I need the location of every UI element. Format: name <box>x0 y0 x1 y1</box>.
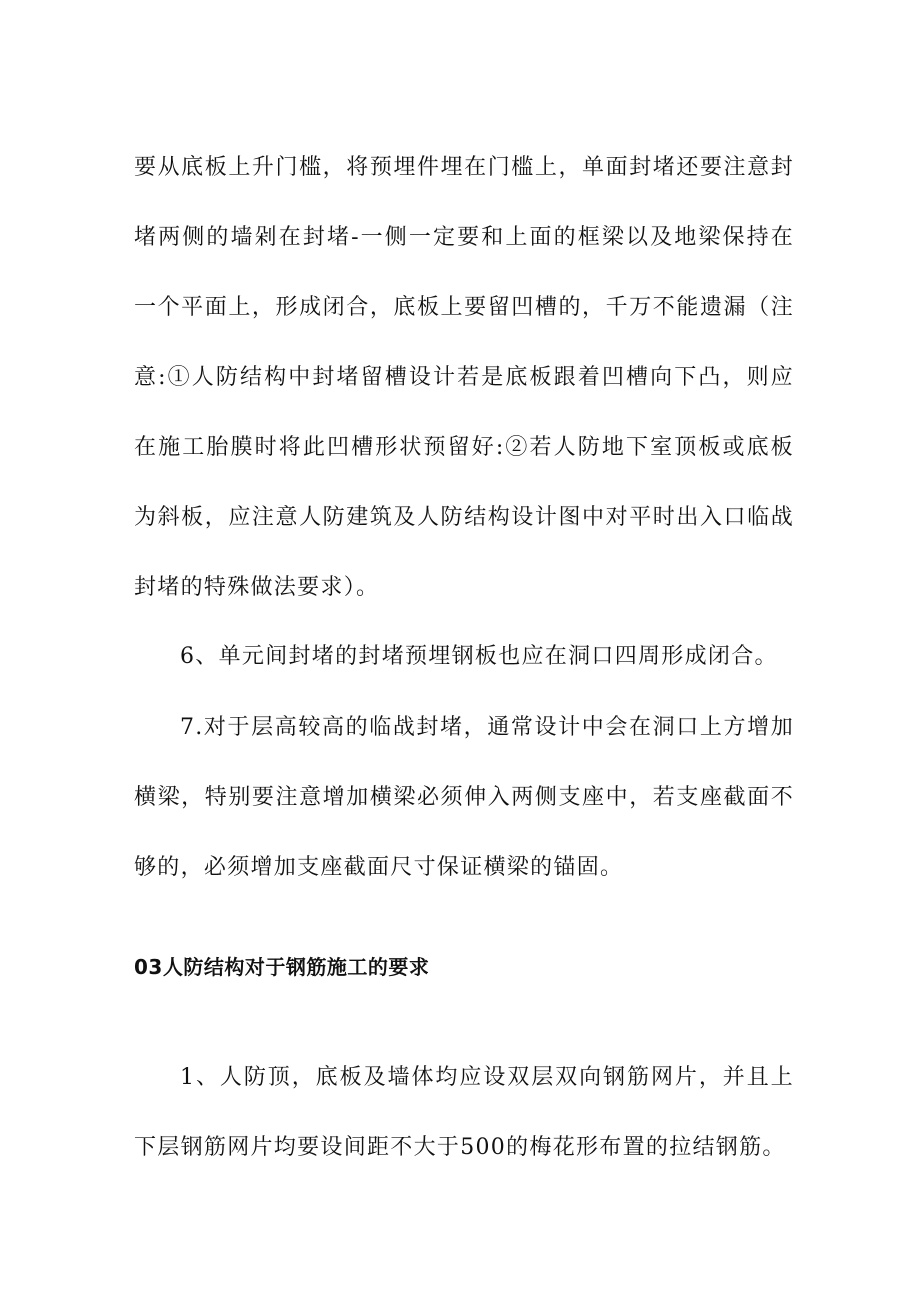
body-paragraph: 1、人防顶，底板及墙体均应设双层双向钢筋网片，并且上下层钢筋网片均要设间距不大于500的梅花形布置的拉结钢筋。 <box>134 1065 794 1160</box>
body-paragraph: 要从底板上升门槛，将预埋件埋在门槛上，单面封堵还要注意封堵两侧的墙剁在封堵-一侧一定要和上面的框梁以及地梁保持在一个平面上，形成闭合，底板上要留凹槽的，千万不能遗漏（注意:①人防结构中封堵留槽设计若是底板跟着凹槽向下凸，则应在施工胎膜时将此凹槽形状预留好:②若人防地下室顶板或底板为斜板，应注意人防建筑及人防结构设计图中对平时出入口临战封堵的特殊做法要求）。 <box>134 155 794 600</box>
body-paragraph: 7.对于层高较高的临战封堵，通常设计中会在洞口上方增加横梁，特别要注意增加横梁必须伸入两侧支座中，若支座截面不够的，必须增加支座截面尺寸保证横梁的锚固。 <box>134 715 794 880</box>
body-paragraph: 6、单元间封堵的封堵预埋钢板也应在洞口四周形成闭合。 <box>180 644 778 669</box>
section-heading: 03人防结构对于钢筋施工的要求 <box>134 955 430 979</box>
